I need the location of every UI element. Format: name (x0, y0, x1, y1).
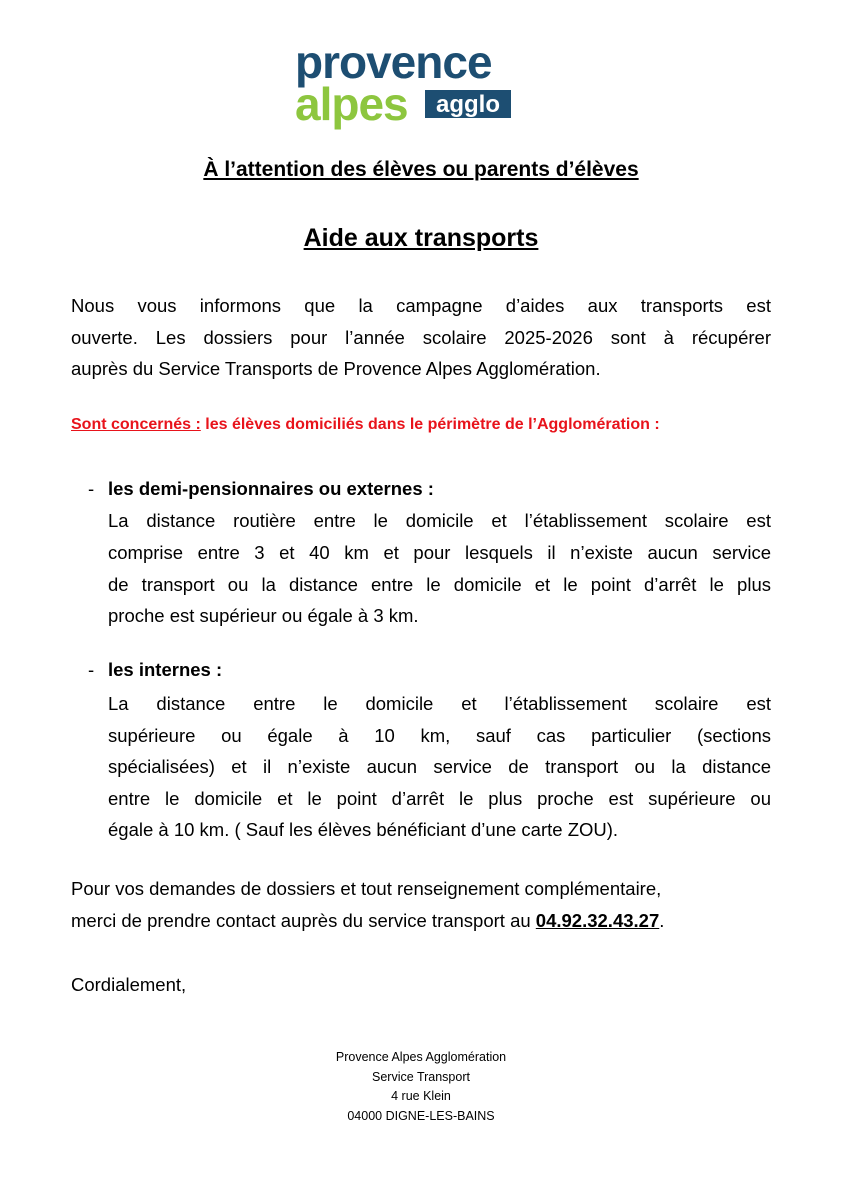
intro-line: Nous vous informons que la campagne d’aides aux transports est (71, 295, 771, 316)
provence-alpes-agglo-logo (293, 40, 513, 140)
bullet-line: comprise entre 3 et 40 km et pour lesquels il n’existe aucun service (108, 542, 771, 563)
intro-line: auprès du Service Transports de Provence Alpes Agglomération. (71, 358, 601, 379)
bullet-line: La distance entre le domicile et l’établissement scolaire est (108, 693, 771, 714)
bullet-heading: - les demi-pensionnaires ou externes : (88, 478, 434, 499)
bullet-line: proche est supérieur ou égale à 3 km. (108, 605, 419, 626)
signoff: Cordialement, (71, 974, 187, 995)
closing-line: merci de prendre contact auprès du service transport au 04.92.32.43.27. (71, 910, 665, 931)
intro-line: ouverte. Les dossiers pour l’année scolaire 2025-2026 sont à récupérer (71, 327, 771, 348)
phone-number-link[interactable]: 04.92.32.43.27 (535, 910, 660, 931)
concerned-text: les élèves domiciliés dans le périmètre de l’Agglomération : (200, 416, 660, 433)
footer-line: 4 rue Klein (391, 1089, 451, 1103)
footer-line: 04000 DIGNE-LES-BAINS (347, 1109, 495, 1123)
logo-text-alpes: alpes (295, 78, 408, 130)
bullet-line: spécialisées) et il n’existe aucun service de transport ou la distance (108, 756, 771, 777)
bullet-line: égale à 10 km. ( Sauf les élèves bénéficiant d’une carte ZOU). (108, 819, 619, 840)
bullet-line: de transport ou la distance entre le domicile et le point d’arrêt le plus (108, 574, 771, 595)
page-title: Aide aux transports (303, 224, 539, 252)
footer-line: Provence Alpes Agglomération (335, 1050, 507, 1064)
bullet-line: entre le domicile et le point d’arrêt le plus proche est supérieure ou (108, 788, 771, 809)
bullet-line: La distance routière entre le domicile et l’établissement scolaire est (108, 510, 771, 531)
concerned-notice (71, 416, 660, 434)
closing-line: Pour vos demandes de dossiers et tout renseignement complémentaire, (71, 878, 662, 899)
concerned-label: Sont concernés : (71, 416, 201, 433)
attention-heading: À l’attention des élèves ou parents d’élèves (203, 158, 639, 181)
bullet-line: supérieure ou égale à 10 km, sauf cas particulier (sections (108, 725, 771, 746)
logo-badge-agglo: agglo (436, 91, 500, 118)
footer-line: Service Transport (372, 1070, 470, 1084)
logo-text-provence: provence (295, 40, 492, 88)
bullet-heading: - les internes : (88, 659, 223, 680)
